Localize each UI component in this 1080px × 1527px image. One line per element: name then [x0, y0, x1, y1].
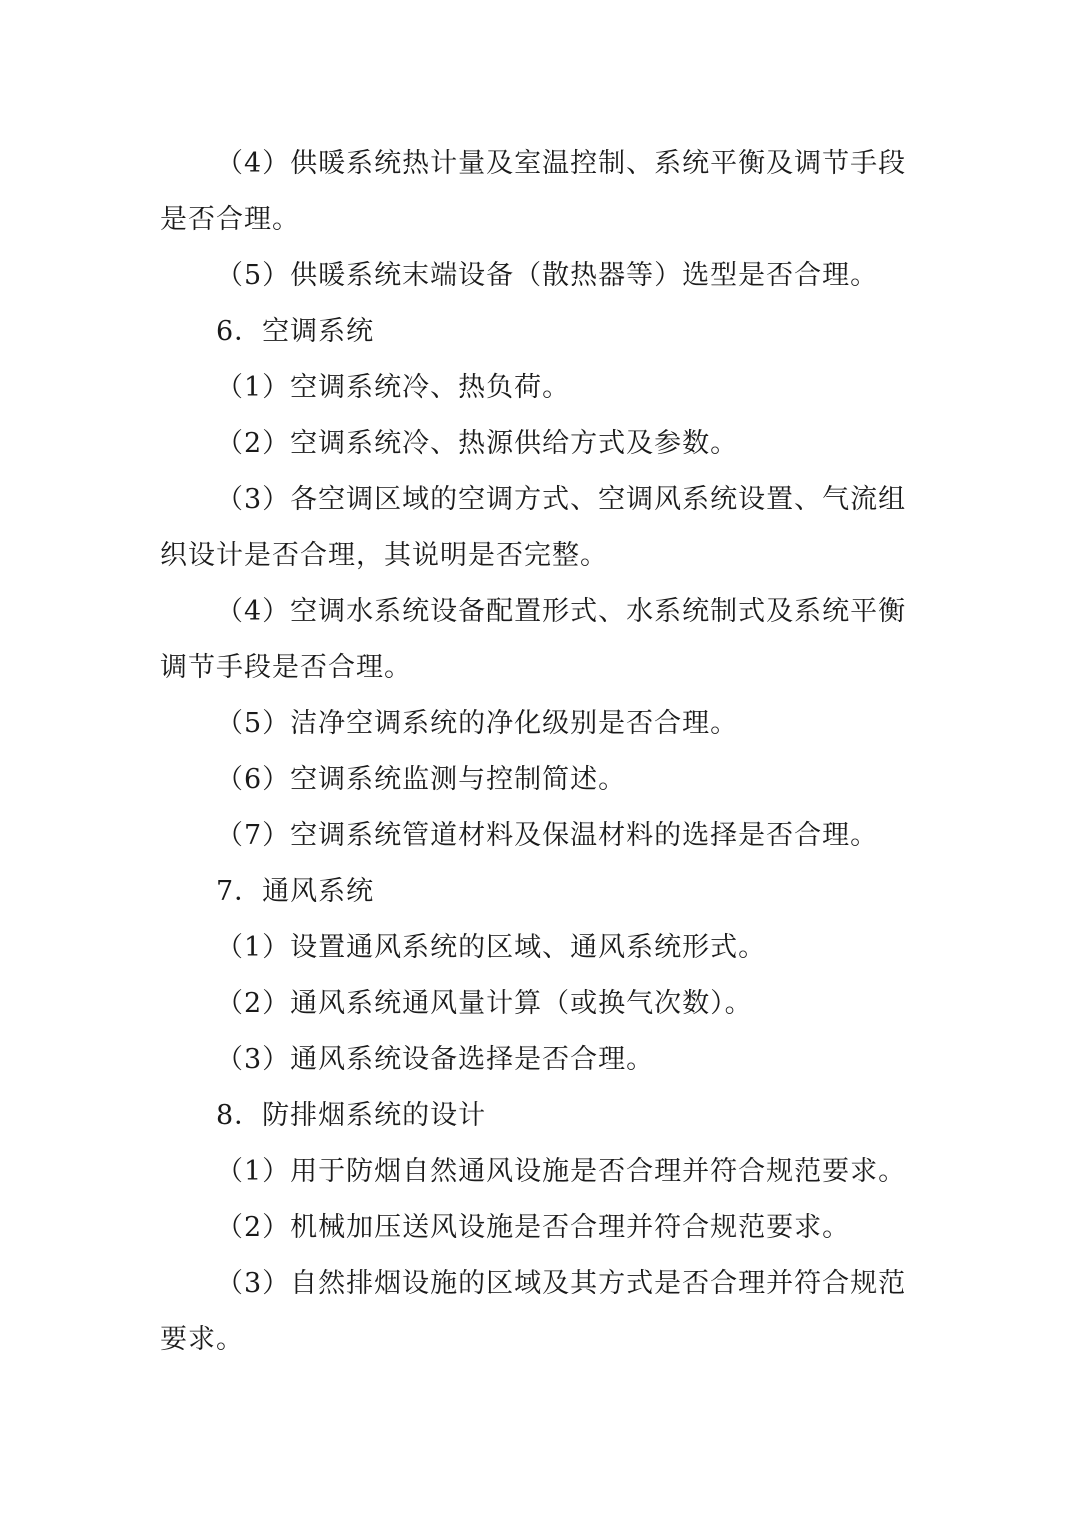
paragraph-heating-terminal: （5）供暖系统末端设备（散热器等）选型是否合理。: [216, 260, 879, 291]
paragraph-heating-metering: （4）供暖系统热计量及室温控制、系统平衡及调节手段是否合理。: [160, 148, 907, 235]
paragraph-smoke-pressurization: （2）机械加压送风设施是否合理并符合规范要求。: [216, 1212, 851, 1243]
paragraph-vent-equipment: （3）通风系统设备选择是否合理。: [216, 1044, 655, 1075]
paragraph-ac-water: （4）空调水系统设备配置形式、水系统制式及系统平衡调节手段是否合理。: [160, 596, 907, 683]
paragraph-vent-zones: （1）设置通风系统的区域、通风系统形式。: [216, 932, 767, 963]
paragraph-ac-monitoring: （6）空调系统监测与控制简述。: [216, 764, 627, 795]
document-body: [160, 136, 925, 1368]
paragraph-ac-materials: （7）空调系统管道材料及保温材料的选择是否合理。: [216, 820, 879, 851]
paragraph-smoke-natural-vent: （1）用于防烟自然通风设施是否合理并符合规范要求。: [216, 1156, 907, 1187]
section-heading-smoke-control: 8．防排烟系统的设计: [216, 1100, 487, 1131]
section-heading-air-conditioning: 6．空调系统: [216, 316, 375, 347]
paragraph-ac-source: （2）空调系统冷、热源供给方式及参数。: [216, 428, 739, 459]
paragraph-ac-load: （1）空调系统冷、热负荷。: [216, 372, 571, 403]
paragraph-vent-volume: （2）通风系统通风量计算（或换气次数）。: [216, 988, 753, 1019]
paragraph-ac-clean: （5）洁净空调系统的净化级别是否合理。: [216, 708, 739, 739]
paragraph-smoke-natural-exhaust: （3）自然排烟设施的区域及其方式是否合理并符合规范要求。: [160, 1268, 907, 1355]
paragraph-ac-zones: （3）各空调区域的空调方式、空调风系统设置、气流组织设计是否合理，其说明是否完整。: [160, 484, 907, 571]
section-heading-ventilation: 7．通风系统: [216, 876, 375, 907]
